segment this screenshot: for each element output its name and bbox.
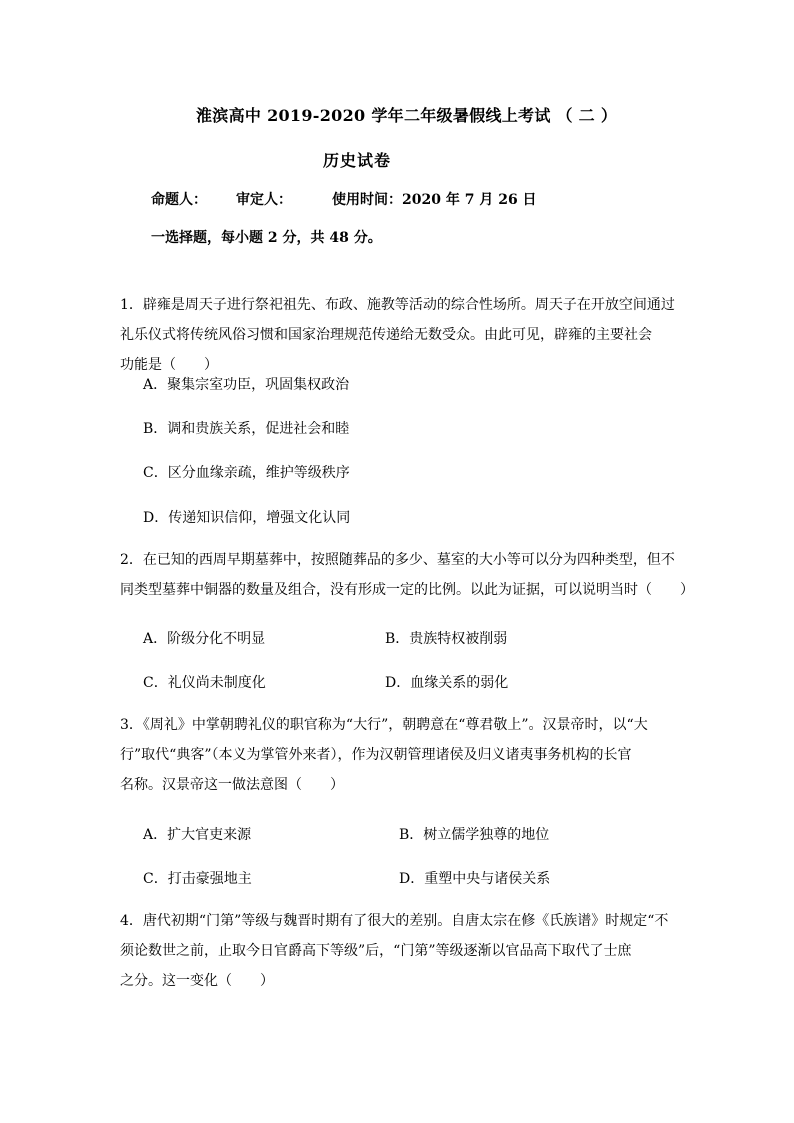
q2-option-d[interactable]: D．血缘关系的弱化 (385, 675, 509, 691)
q1-option-c[interactable]: C．区分血缘亲疏，维护等级秩序 (143, 465, 350, 481)
q1-option-d[interactable]: D．传递知识信仰，增强文化认同 (143, 510, 351, 526)
q1-option-b[interactable]: B．调和贵族关系，促进社会和睦 (143, 421, 350, 437)
q3-option-b[interactable]: B．树立儒学独尊的地位 (399, 827, 550, 843)
q3-option-c[interactable]: C．打击豪强地主 (143, 871, 252, 887)
question-1-line: 1．辟雍是周天子进行祭祀祖先、布政、施教等活动的综合性场所。周天子在开放空间通过 (120, 297, 675, 313)
question-3-line: 3．《周礼》中掌朝聘礼仪的职官称为“大行”，朝聘意在“尊君敬上”。汉景帝时，以“大 (120, 717, 648, 733)
setter-label: 命题人： (151, 192, 207, 208)
question-4-line: 4．唐代初期“门第”等级与魏晋时期有了很大的差别。自唐太宗在修《氏族谱》时规定“不 (120, 913, 669, 929)
q3-option-a[interactable]: A．扩大官吏来源 (143, 827, 252, 843)
question-1-line: 礼乐仪式将传统风俗习惯和国家治理规范传递给无数受众。由此可见，辟雍的主要社会 (120, 327, 652, 343)
date-label: 使用时间：2020 年 7 月 26 日 (332, 192, 537, 208)
section-title: 一选择题，每小题 2 分，共 48 分。 (151, 230, 382, 246)
reviewer-label: 审定人： (236, 192, 292, 208)
q2-option-b[interactable]: B．贵族特权被削弱 (385, 631, 508, 647)
question-2-line: 同类型墓葬中铜器的数量及组合，没有形成一定的比例。以此为证据，可以说明当时（ ） (120, 582, 694, 598)
q1-option-a[interactable]: A．聚集宗室功臣，巩固集权政治 (143, 377, 350, 393)
q2-option-a[interactable]: A．阶级分化不明显 (143, 631, 266, 647)
exam-title: 淮滨高中 2019-2020 学年二年级暑假线上考试 （ 二 ） (196, 106, 618, 125)
question-2 (120, 545, 694, 605)
question-2-line: 2．在已知的西周早期墓葬中，按照随葬品的多少、墓室的大小等可以分为四种类型，但不 (120, 552, 675, 568)
question-3-line: 行”取代“典客”（本义为掌管外来者），作为汉朝管理诸侯及归义诸夷事务机构的长官 (120, 747, 632, 763)
question-4-line: 之分。这一变化（ ） (120, 973, 274, 989)
question-4-line: 须论数世之前，止取今日官爵高下等级”后，“门第”等级逐渐以官品高下取代了士庶 (120, 943, 632, 959)
question-4 (120, 906, 680, 996)
question-1-line: 功能是（ ） (120, 357, 218, 373)
question-3 (120, 710, 680, 800)
question-1 (120, 290, 680, 380)
question-3-line: 名称。汉景帝这一做法意图（ ） (120, 777, 344, 793)
q2-option-c[interactable]: C．礼仪尚未制度化 (143, 675, 266, 691)
q3-option-d[interactable]: D．重塑中央与诸侯关系 (399, 871, 551, 887)
exam-subtitle: 历史试卷 (323, 151, 392, 170)
